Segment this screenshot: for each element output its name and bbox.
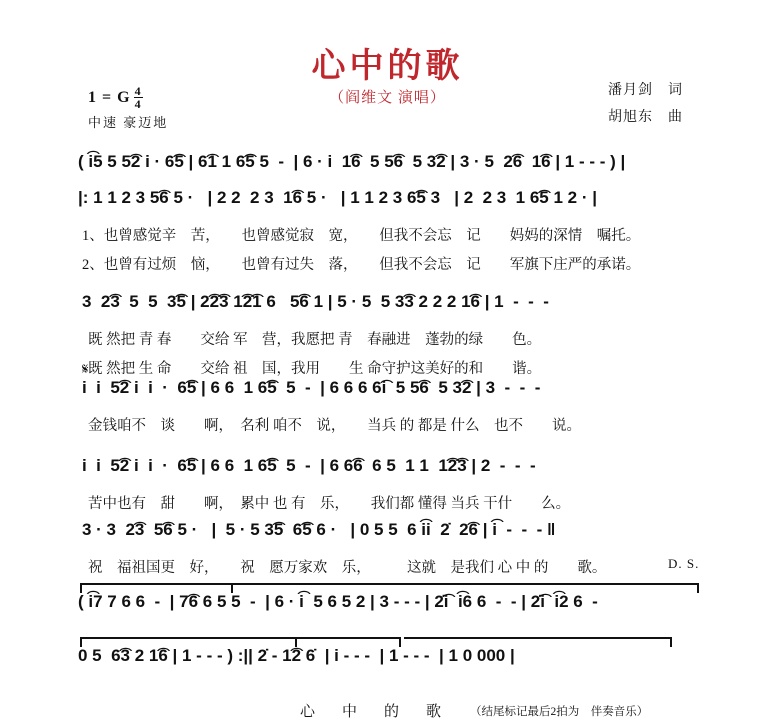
system-5-lyric: 苦中也有 甜 啊， 累中 也 有 乐， 我们都 懂得 当兵 干什 么。: [88, 496, 571, 512]
credits: [608, 78, 683, 131]
system-2-notes: |: 1 1 2 3 5͡6 5 · | 2 2 2 3 1͡6 5 · | 1 1 2 3 6͡5 3 | 2 2 3 1 6͡5 1 2 · |: [78, 188, 597, 207]
system-6: [0, 520, 775, 577]
segno-icon: 𝄋: [82, 360, 89, 378]
system-4-notes: i i 5͡2 i i · 6͡5 | 6 6 1 6͡5 5 - | 6 6 6 6͡i 5 5͡6 5 3͡2 | 3 - - -: [82, 378, 541, 397]
key-signature: [88, 86, 143, 111]
system-3-notes: 3 2͡3 5 5 3͡5 | 2͡2͡3 1͡2͡1 6 5͡6 1 | 5 · 5 5 3͡3 2 2 2 1͡6 | 1 - - -: [82, 292, 549, 311]
system-6-notes: 3 · 3 2͡3 5͡6 5 · | 5 · 5 3͡5 6͡5 6 · | 0 5 5 6 i͡i 2̇ 2͡6 | i͡ - - - ‖: [82, 520, 556, 539]
system-8-notes: 0 5 6͡3 2 1͡6 | 1 - - - ) :|| 2̇ - 1͡2 6̇ | i - - - | 1 - - - | 1 0 000 |: [78, 646, 515, 665]
ending-bracket-2c: [404, 637, 670, 639]
system-8: [0, 646, 775, 666]
system-1-notes: ( i͡5 5 5͡2 i · 6͡5 | 6͡1 1 6͡5 5 - | 6 · i 1͡6 5 5͡6 5 3͡2 | 3 · 5 2͡6 1͡6 | 1 - - - ) |: [78, 152, 626, 171]
time-signature: [134, 85, 143, 110]
system-5: [0, 456, 775, 513]
tempo-marking: 中速 豪迈地: [88, 115, 169, 130]
ending-bracket-2a: [80, 637, 295, 639]
system-7-notes: ( i͡7 7 6 6 - | 7͡6 6 5 5 - | 6 · i͡ 5 6 5 2 | 3 - - - | 2̇͡i i͡6 6 - - | 2̇͡i i͡2 6 -: [78, 592, 598, 611]
system-2-lyric-verse2: 2、也曾有过烦 恼， 也曾有过失 落， 但我不会忘 记 军旗下庄严的承诺。: [82, 257, 641, 273]
footnote-text: （结尾标记最后2拍为 伴奏音乐）: [470, 706, 649, 718]
page-title: 心中的歌: [311, 48, 464, 85]
dal-segno-marking: D. S.: [668, 556, 700, 571]
system-4-lyric: 金钱咱不 谈 啊， 名利 咱不 说， 当兵 的 都是 什么 也不 说。: [88, 418, 581, 434]
ending-bracket-2b: [295, 637, 399, 639]
system-2: [0, 188, 775, 274]
time-signature-denominator: 4: [134, 97, 142, 111]
singer-credit: （阎维文 演唱）: [329, 90, 446, 106]
system-6-lyric: 祝 福祖国更 好， 祝 愿万家欢 乐， 这就 是我们 心 中 的 歌。: [88, 560, 607, 576]
lyricist-credit: 潘月剑 词: [608, 83, 683, 98]
system-7: [0, 592, 775, 612]
ending-bracket-1: [80, 583, 698, 585]
system-3-lyric-verse2: 既 然把 生 命 交给 祖 国，我用 生 命守护这美好的和 谐。: [88, 361, 542, 377]
system-3-lyric-verse1: 既 然把 青 春 交给 军 营，我愿把 青 春融进 蓬勃的绿 色。: [88, 332, 542, 348]
system-5-notes: i i 5͡2 i i · 6͡5 | 6 6 1 6͡5 5 - | 6 6͡6 6 5 1 1 1͡2͡3 | 2 - - -: [82, 456, 536, 475]
system-1: [0, 152, 775, 172]
key-label: 1 = G: [88, 89, 131, 107]
composer-credit: 胡旭东 曲: [608, 109, 683, 125]
system-2-lyric-verse1: 1、也曾感觉辛 苦， 也曾感觉寂 宽， 但我不会忘 记 妈妈的深情 嘱托。: [82, 228, 641, 244]
system-8-lyric: 心 中 的 歌: [300, 704, 448, 720]
system-3: [0, 292, 775, 378]
time-signature-numerator: 4: [134, 84, 142, 98]
system-4: [0, 378, 775, 435]
